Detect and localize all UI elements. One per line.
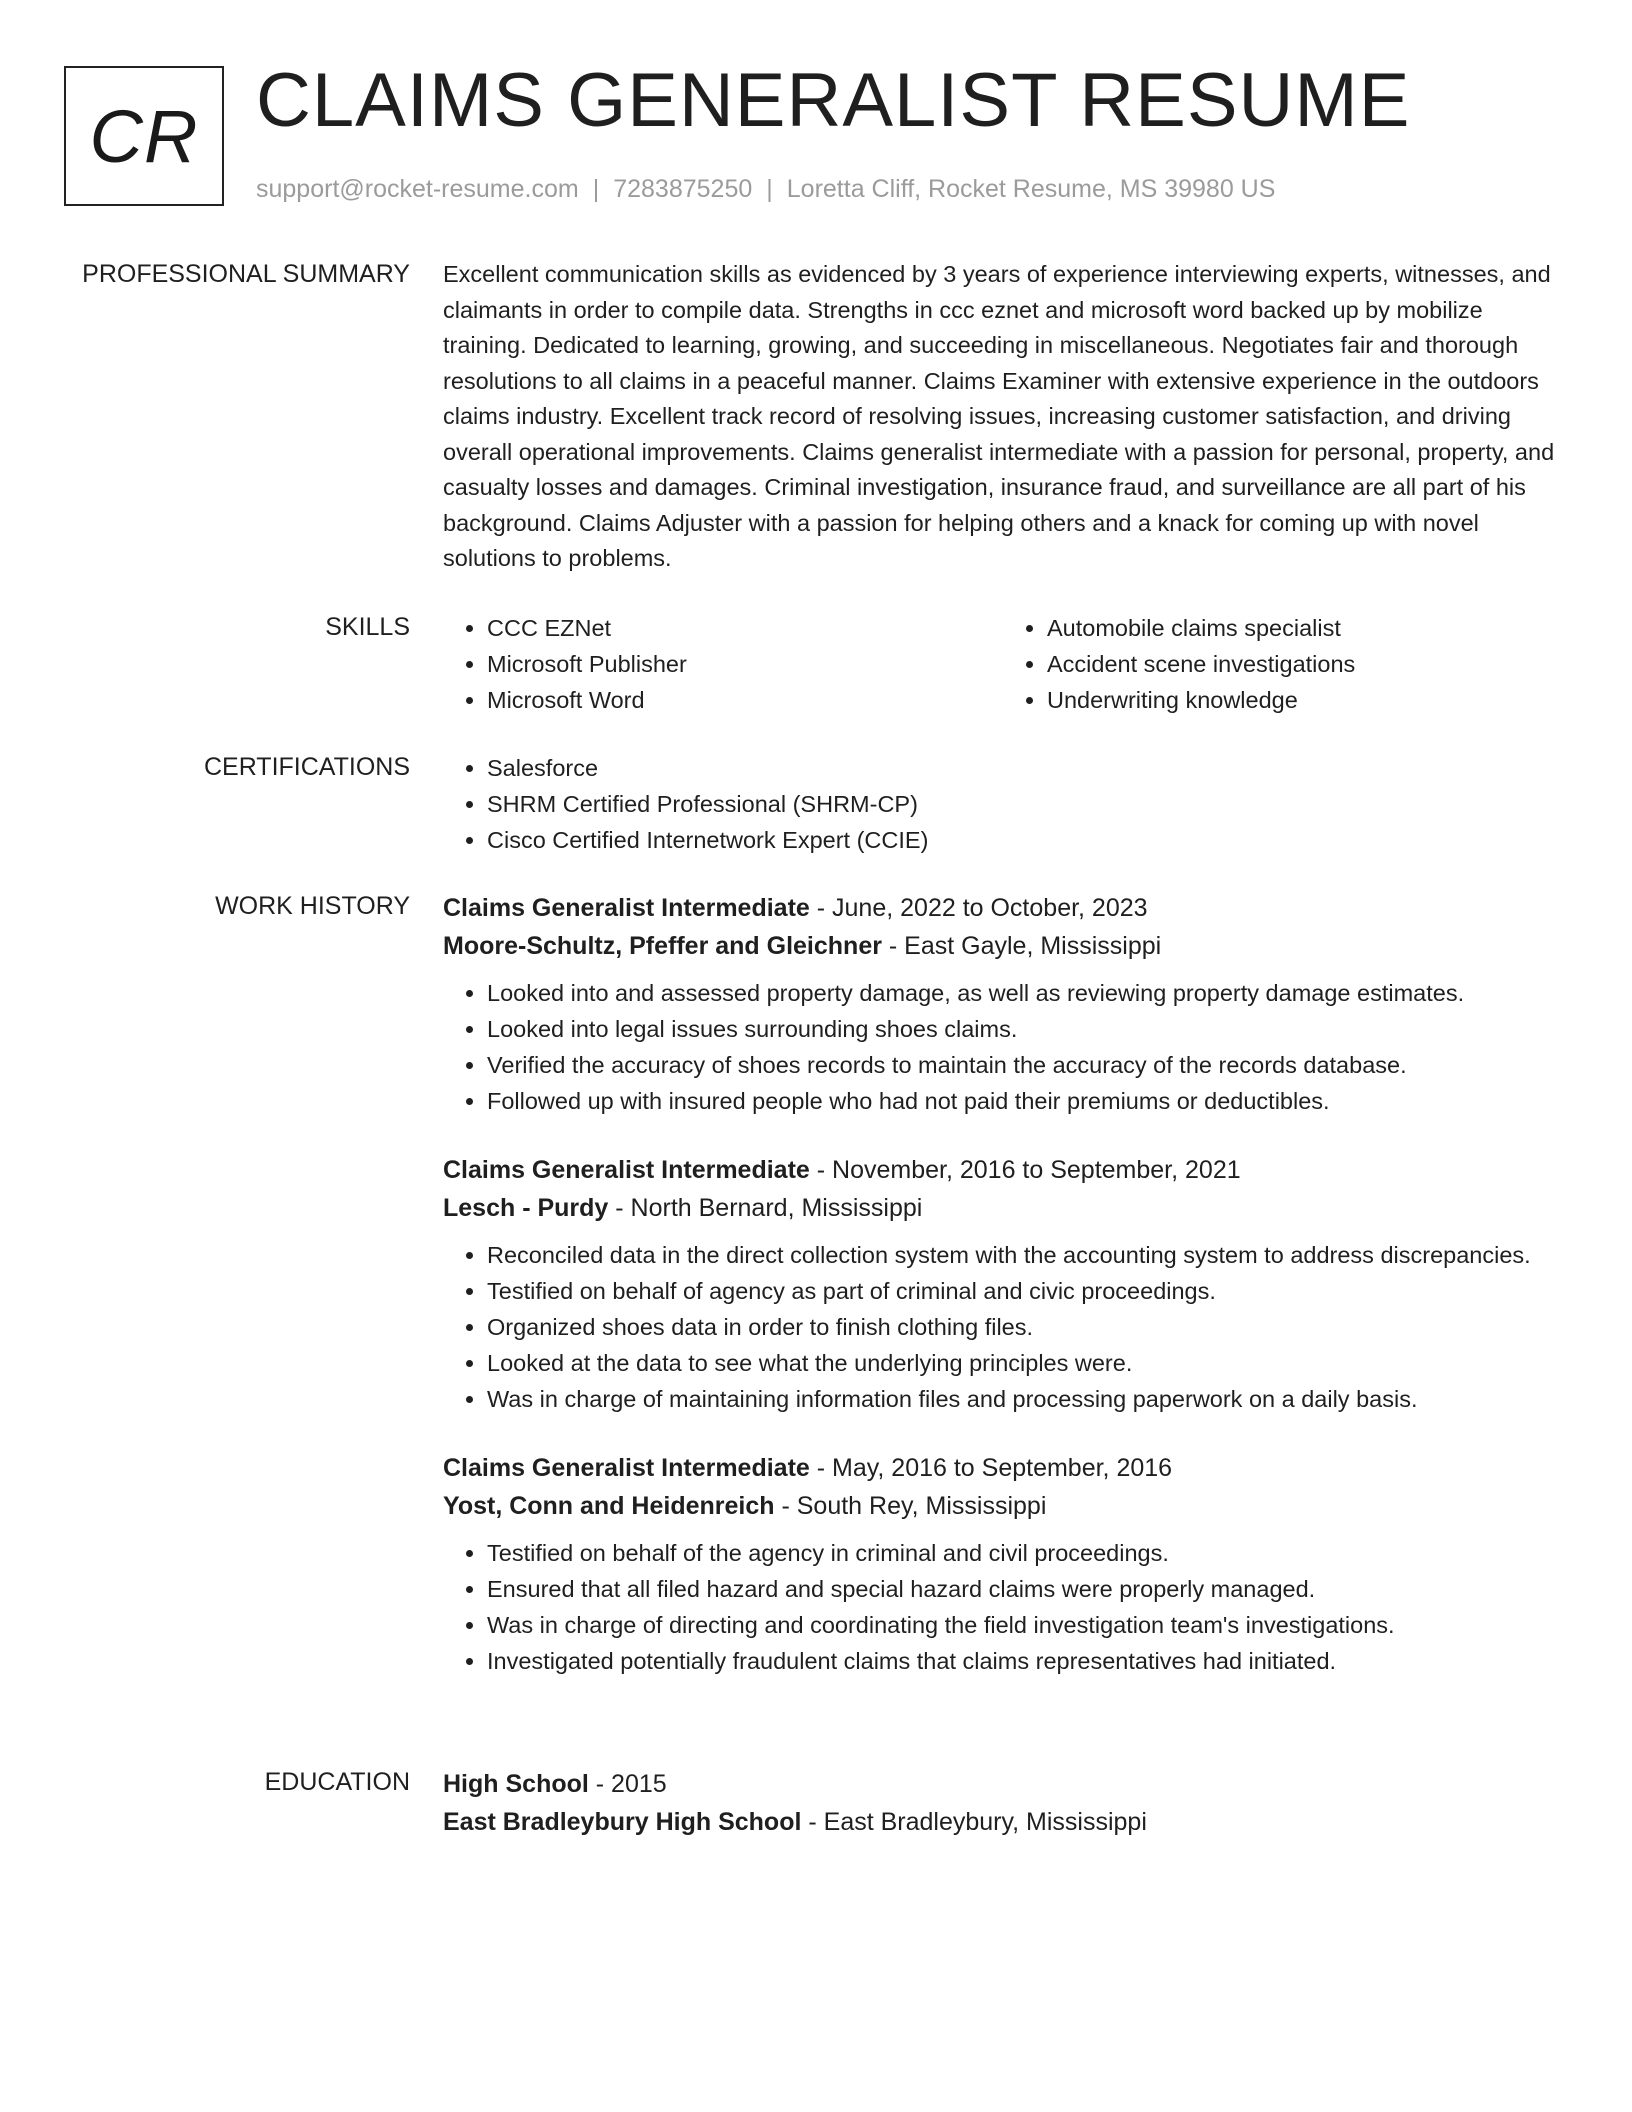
section-label-summary: PROFESSIONAL SUMMARY [82,260,410,288]
list-item: • Organized shoes data in order to finish clothing files. [487,1309,1563,1345]
list-item: • Underwriting knowledge [1047,682,1563,718]
job-title: Claims Generalist Intermediate [443,894,810,922]
summary-body [443,257,1563,577]
job-location: - South Rey, Mississippi [774,1492,1047,1520]
contact-separator: | [766,175,773,203]
job-title-line [443,1151,1563,1189]
list-item: • Followed up with insured people who had not paid their premiums or deductibles. [487,1083,1563,1119]
education-degree-line [443,1765,1563,1803]
job-company: Yost, Conn and Heidenreich [443,1492,775,1520]
job-company-line [443,927,1563,965]
summary-text: Excellent communication skills as evidenced by 3 years of experience interviewing experts, witnesses, and claimants in order to compile data. Strengths in ccc eznet and microsoft word backed up by mobilize training. Dedicated to learning, growing, and succeeding in miscellaneous. Negotiates fair and thorough resolutions to all claims in a peaceful manner. Claims Examiner with extensive experience in the outdoors claims industry. Excellent track record of resolving issues, increasing customer satisfaction, and driving overall operational improvements. Claims generalist intermediate with a passion for personal, property, and casualty losses and damages. Criminal investigation, insurance fraud, and surveillance are all part of his background. Claims Adjuster with a passion for helping others and a knack for coming up with novel solutions to problems. [443,261,1555,571]
section-label-skills: SKILLS [325,613,410,641]
job-title-line [443,1449,1563,1487]
job-dates: - May, 2016 to September, 2016 [809,1454,1173,1482]
education-degree: High School [443,1770,589,1798]
education-year: - 2015 [588,1770,667,1798]
contact-separator: | [592,175,600,203]
monogram-badge [64,66,224,206]
list-item: • Was in charge of maintaining information files and processing paperwork on a daily basis. [487,1381,1563,1417]
list-item: • Accident scene investigations [1047,646,1563,682]
section-label-education: EDUCATION [264,1768,410,1796]
job-company: Moore-Schultz, Pfeffer and Gleichner [443,932,882,960]
section-label-certifications: CERTIFICATIONS [203,753,410,781]
job-company: Lesch - Purdy [443,1194,609,1222]
contact-email[interactable]: support@rocket-resume.com [256,175,579,203]
education-body [443,1765,1563,1841]
list-item: • Salesforce [487,750,1563,786]
list-item: • Reconciled data in the direct collection system with the accounting system to address discrepancies. [487,1237,1563,1273]
list-item: • Microsoft Publisher [487,646,1003,682]
job-bullets [443,1237,1563,1417]
contact-line [256,172,1275,206]
job-location: - East Gayle, Mississippi [881,932,1162,960]
job-title-line [443,889,1563,927]
certifications-list [443,750,1563,858]
list-item: • SHRM Certified Professional (SHRM-CP) [487,786,1563,822]
list-item: • Testified on behalf of the agency in criminal and civil proceedings. [487,1535,1563,1571]
list-item: • Microsoft Word [487,682,1003,718]
section-label-work-history: WORK HISTORY [215,892,410,920]
list-item: • Investigated potentially fraudulent claims that claims representatives had initiated. [487,1643,1563,1679]
job-entry [443,1449,1563,1679]
education-school-line [443,1803,1563,1841]
list-item: • Verified the accuracy of shoes records to maintain the accuracy of the records database. [487,1047,1563,1083]
job-title: Claims Generalist Intermediate [443,1156,810,1184]
list-item: • Was in charge of directing and coordinating the field investigation team's investigations. [487,1607,1563,1643]
skills-list-right [1003,610,1563,718]
list-item: • Automobile claims specialist [1047,610,1563,646]
skills-body [443,610,1563,718]
list-item: • Ensured that all filed hazard and special hazard claims were properly managed. [487,1571,1563,1607]
certifications-body [443,750,1563,858]
job-company-line [443,1189,1563,1227]
contact-phone[interactable]: 7283875250 [613,175,753,203]
list-item: • Testified on behalf of agency as part of criminal and civic proceedings. [487,1273,1563,1309]
job-location: - North Bernard, Mississippi [608,1194,923,1222]
job-dates: - November, 2016 to September, 2021 [809,1156,1241,1184]
education-location: - East Bradleybury, Mississippi [801,1808,1147,1836]
list-item: • CCC EZNet [487,610,1003,646]
job-entry [443,889,1563,1119]
list-item: • Looked at the data to see what the underlying principles were. [487,1345,1563,1381]
job-bullets [443,1535,1563,1679]
contact-address: Loretta Cliff, Rocket Resume, MS 39980 US [786,175,1276,203]
list-item: • Looked into legal issues surrounding shoes claims. [487,1011,1563,1047]
job-entry [443,1151,1563,1417]
resume-title: CLAIMS GENERALIST RESUME [256,58,1411,143]
list-item: • Cisco Certified Internetwork Expert (CCIE) [487,822,1563,858]
job-company-line [443,1487,1563,1525]
education-school: East Bradleybury High School [443,1808,802,1836]
work-history-body [443,889,1563,1679]
skills-list-left [443,610,1003,718]
job-dates: - June, 2022 to October, 2023 [809,894,1148,922]
list-item: • Looked into and assessed property damage, as well as reviewing property damage estimates. [487,975,1563,1011]
job-bullets [443,975,1563,1119]
job-title: Claims Generalist Intermediate [443,1454,810,1482]
monogram-initials: CR [89,94,199,178]
